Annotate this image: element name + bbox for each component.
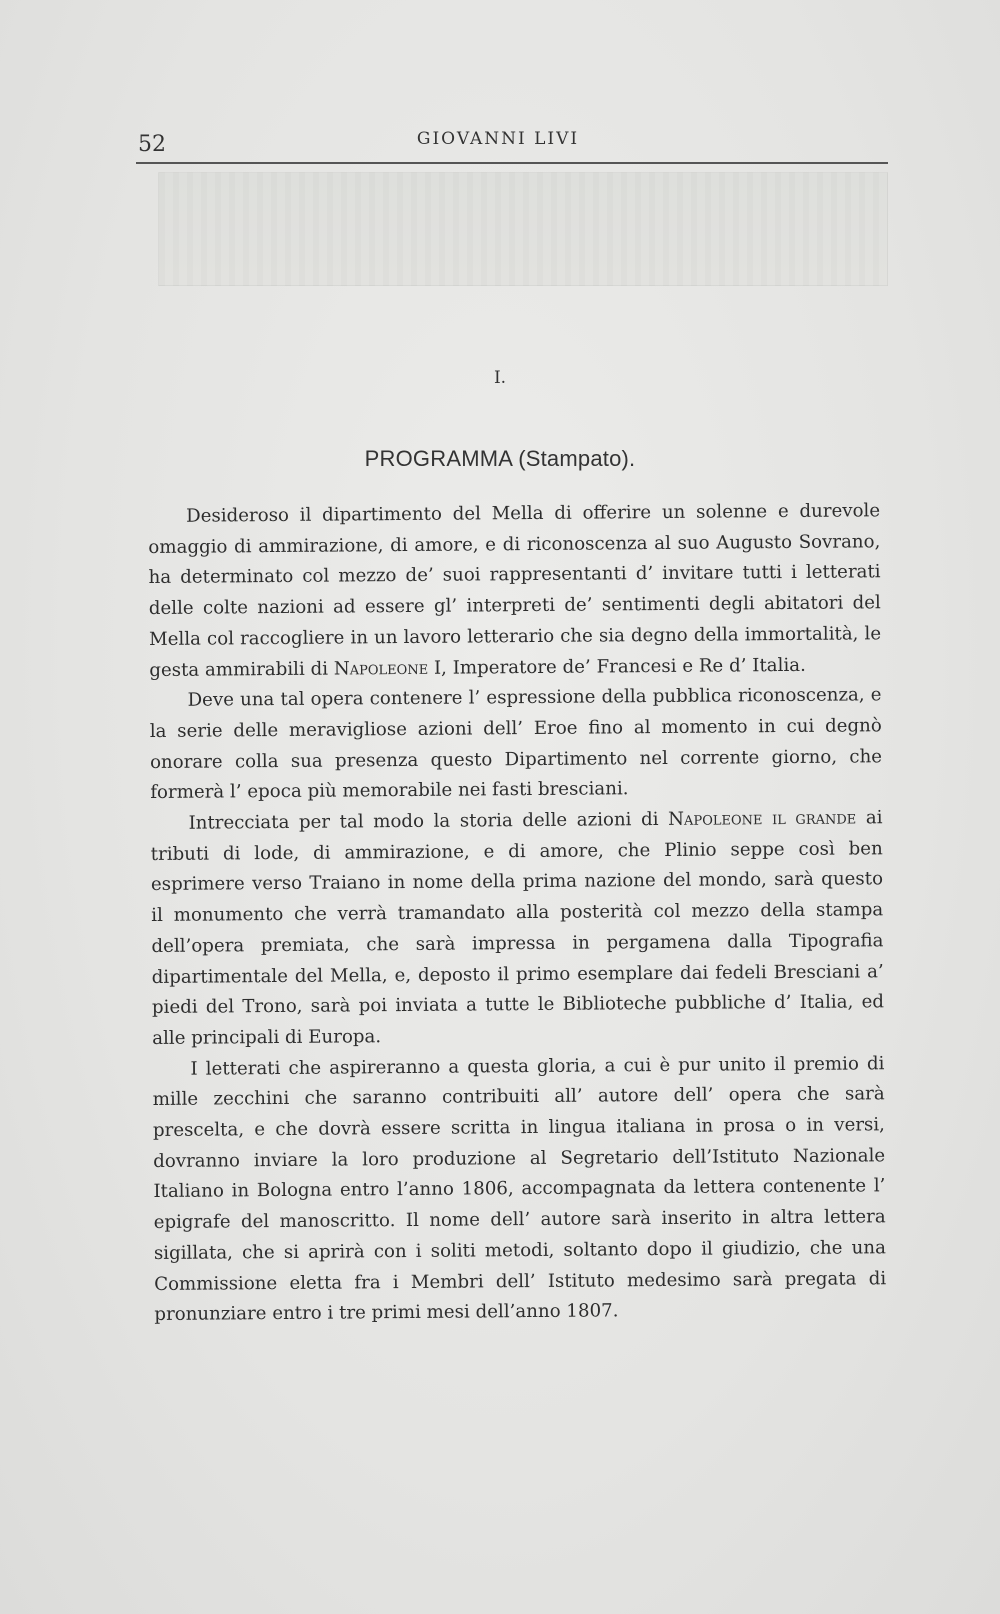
show-through-ornament [158,172,888,286]
paragraph-4: I letterati che aspireranno a questa gloria, a cui è pur unito il premio di mille zecchini che saranno contribuiti all’ autore dell’ opera che sarà prescelta, e che dovrà essere scritta in lingua italiana in prosa o in versi, dovranno inviare la loro produzione al Segretario dell’Istituto Nazionale Italiano in Bologna entro l’anno 1806, accompagnata da lettera contenente l’ epigrafe del manoscritto. Il nome dell’ autore sarà inserito in altra lettera sigillata, che si aprirà con i soliti metodi, soltanto dopo il giudizio, che una Commissione eletta fra i Membri dell’ Istituto medesimo sarà pregata di pronunziare entro i tre primi mesi dell’anno 1807. [152,1052,887,1326]
paragraph-1-text-end: I, Imperatore de’ Francesi e Re d’ Italia. [428,654,806,679]
paragraph-3-text: Intrecciata per tal modo la storia delle azioni di [188,808,669,834]
paragraph-1-text: Desideroso il dipartimento del Mella di offerire un solenne e durevole omaggio di ammirazione, di amore, e di riconoscenza al suo Augusto Sovrano, ha determinato col mezzo de’ suoi rappresentanti d’ invitare tutti i letterati delle colte nazioni ad essere gl’ interpreti de’ sentimenti degli abitatori del Mella col raccogliere in un lavoro letterario che sia degno della immortalità, le gesta ammirabili di [148,500,882,681]
paragraph-1 [148,496,881,686]
body-text [148,496,886,1331]
paragraph-3-text-end: ai tributi di lode, di ammirazione, e di amore, che Plinio seppe così ben esprimere verso Traiano in nome della prima nazione del mondo, sarà questo il monumento che verrà tramandato alla posterità col mezzo della stampa dell’opera premiata, che sarà impressa in pergamena dalla Tipografia dipartimentale del Mella, e, deposto il primo esemplare dai fedeli Bresciani a’ piedi del Trono, sarà poi inviata a tutte le Biblioteche pubbliche d’ Italia, ed alle principali di Europa. [150,807,885,1049]
header-rule [136,162,888,164]
running-head [138,120,886,166]
paragraph-2: Deve una tal opera contenere l’ espressione della pubblica riconoscenza, e la serie delle meravigliose azioni dell’ Eroe fino al momento in cui degnò onorare colla sua presenza questo Dipartimento nel corrente giorno, che formerà l’ epoca più memorabile nei fasti bresciani. [149,684,883,804]
document-title: PROGRAMMA (Stampato). [364,446,636,471]
emperor-name: Napoleone [333,657,429,680]
page-number: 52 [138,132,166,157]
paragraph-3 [150,803,884,1054]
emperor-name-grande: Napoleone il grande [668,807,857,830]
section-number: I. [493,368,507,388]
running-head-author: GIOVANNI LIVI [416,129,580,149]
